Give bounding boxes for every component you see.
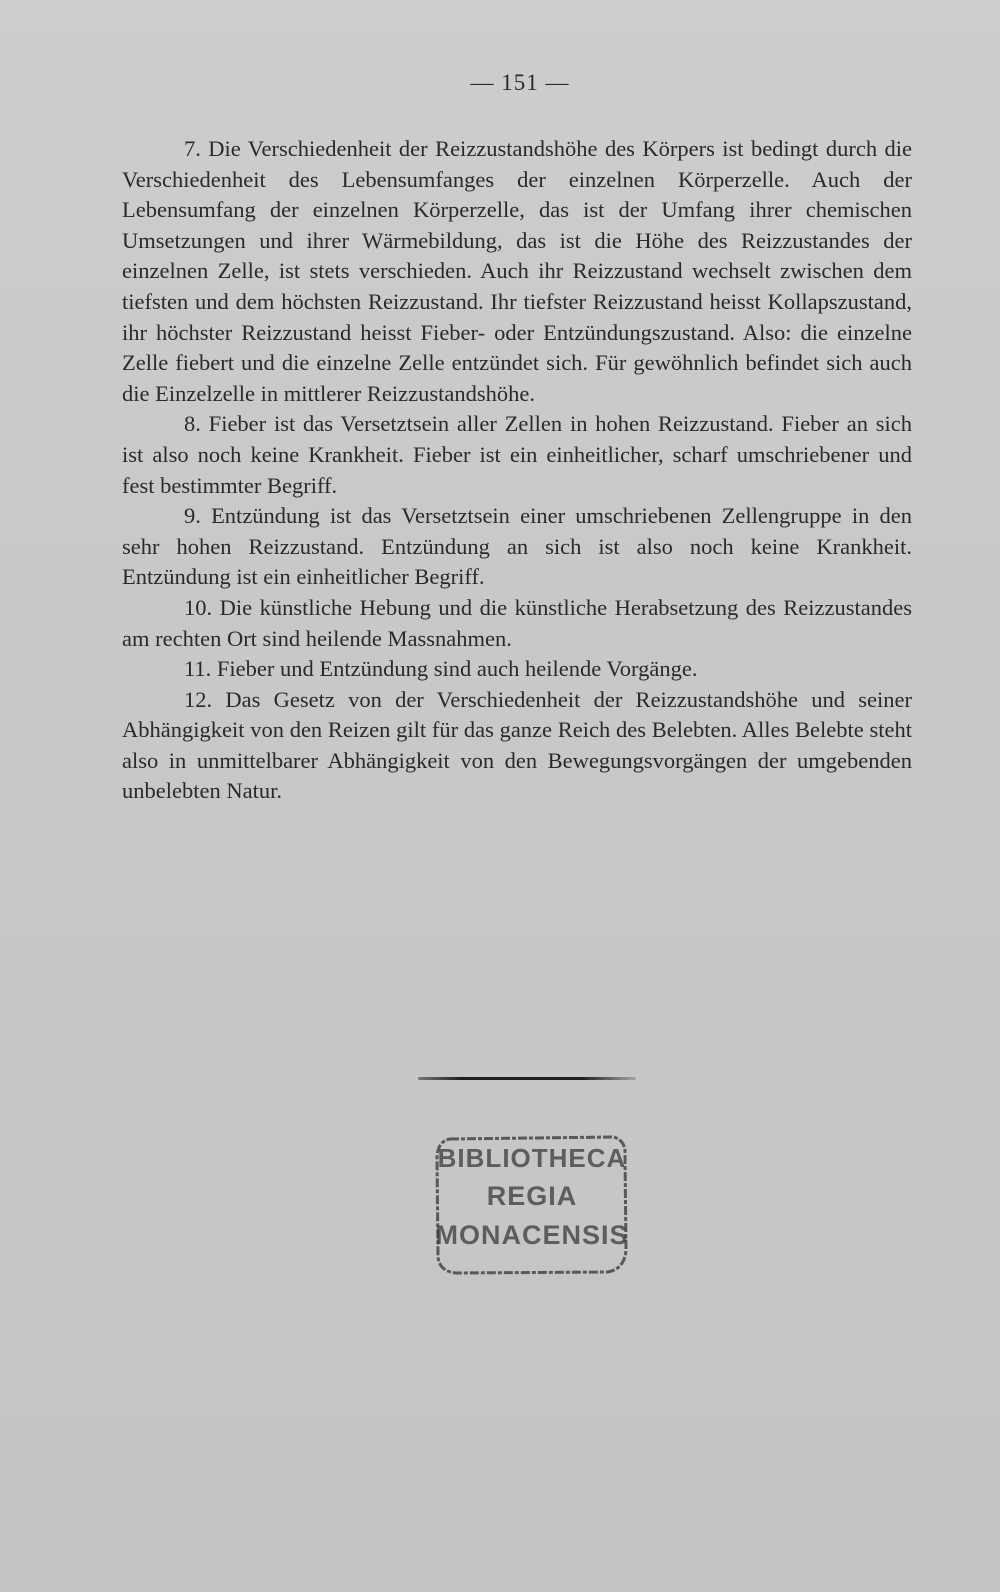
paragraph-10: 10. Die künstliche Hebung und die künstliche Herabsetzung des Reizzustandes am rechten Ort sind heilende Massnahmen.	[122, 594, 912, 651]
paragraph-12: 12. Das Gesetz von der Verschiedenheit der Reizzustandshöhe und seiner Abhängigkeit von den Reizen gilt für das ganze Reich des Belebten. Alles Belebte steht also in unmittelbarer Abhängigkeit von den Bewegungsvorgängen der umgebenden unbelebten Natur.	[122, 686, 912, 804]
paragraph-7: 7. Die Verschiedenheit der Reizzustandshöhe des Körpers ist bedingt durch die Verschiedenheit des Lebensumfanges der einzelnen Körperzelle. Auch der Lebensumfang der einzelnen Körperzelle, das ist der Umfang ihrer chemischen Umsetzungen und ihrer Wärmebildung, das ist die Höhe des Reizzustandes der einzelnen Zelle, ist stets verschieden. Auch ihr Reizzustand wechselt zwischen dem tiefsten und dem höchsten Reizzustand. Ihr tiefster Reizzustand heisst Kollapszustand, ihr höchster Reizzustand heisst Fieber- oder Entzündungszustand. Also: die einzelne Zelle fiebert und die einzelne Zelle entzündet sich. Für gewöhnlich befindet sich auch die Einzelzelle in mittlerer Reizzustandshöhe.	[122, 136, 912, 406]
paragraph-11: 11. Fieber und Entzündung sind auch heilende Vorgänge.	[184, 656, 698, 682]
page-number: — 151 —	[470, 70, 570, 95]
paragraph-8: 8. Fieber ist das Versetztsein aller Zellen in hohen Reizzustand. Fieber an sich ist also noch keine Krankheit. Fieber ist ein einheitlicher, scharf umschriebener und fest bestimmter Begriff.	[122, 411, 912, 498]
end-divider-rule	[418, 1077, 636, 1080]
stamp-line-bibliotheca: BIBLIOTHECA	[437, 1143, 627, 1173]
library-stamp	[432, 1131, 632, 1281]
paragraph-9: 9. Entzündung ist das Versetztsein einer umschriebenen Zellengruppe in den sehr hohen Reizzustand. Entzündung an sich ist also noch keine Krankheit. Entzündung ist ein einheitlicher Begriff.	[122, 503, 912, 590]
stamp-line-monacensis: MONACENSIS	[435, 1220, 629, 1250]
stamp-line-regia: REGIA	[486, 1181, 578, 1211]
body-text	[122, 134, 912, 807]
